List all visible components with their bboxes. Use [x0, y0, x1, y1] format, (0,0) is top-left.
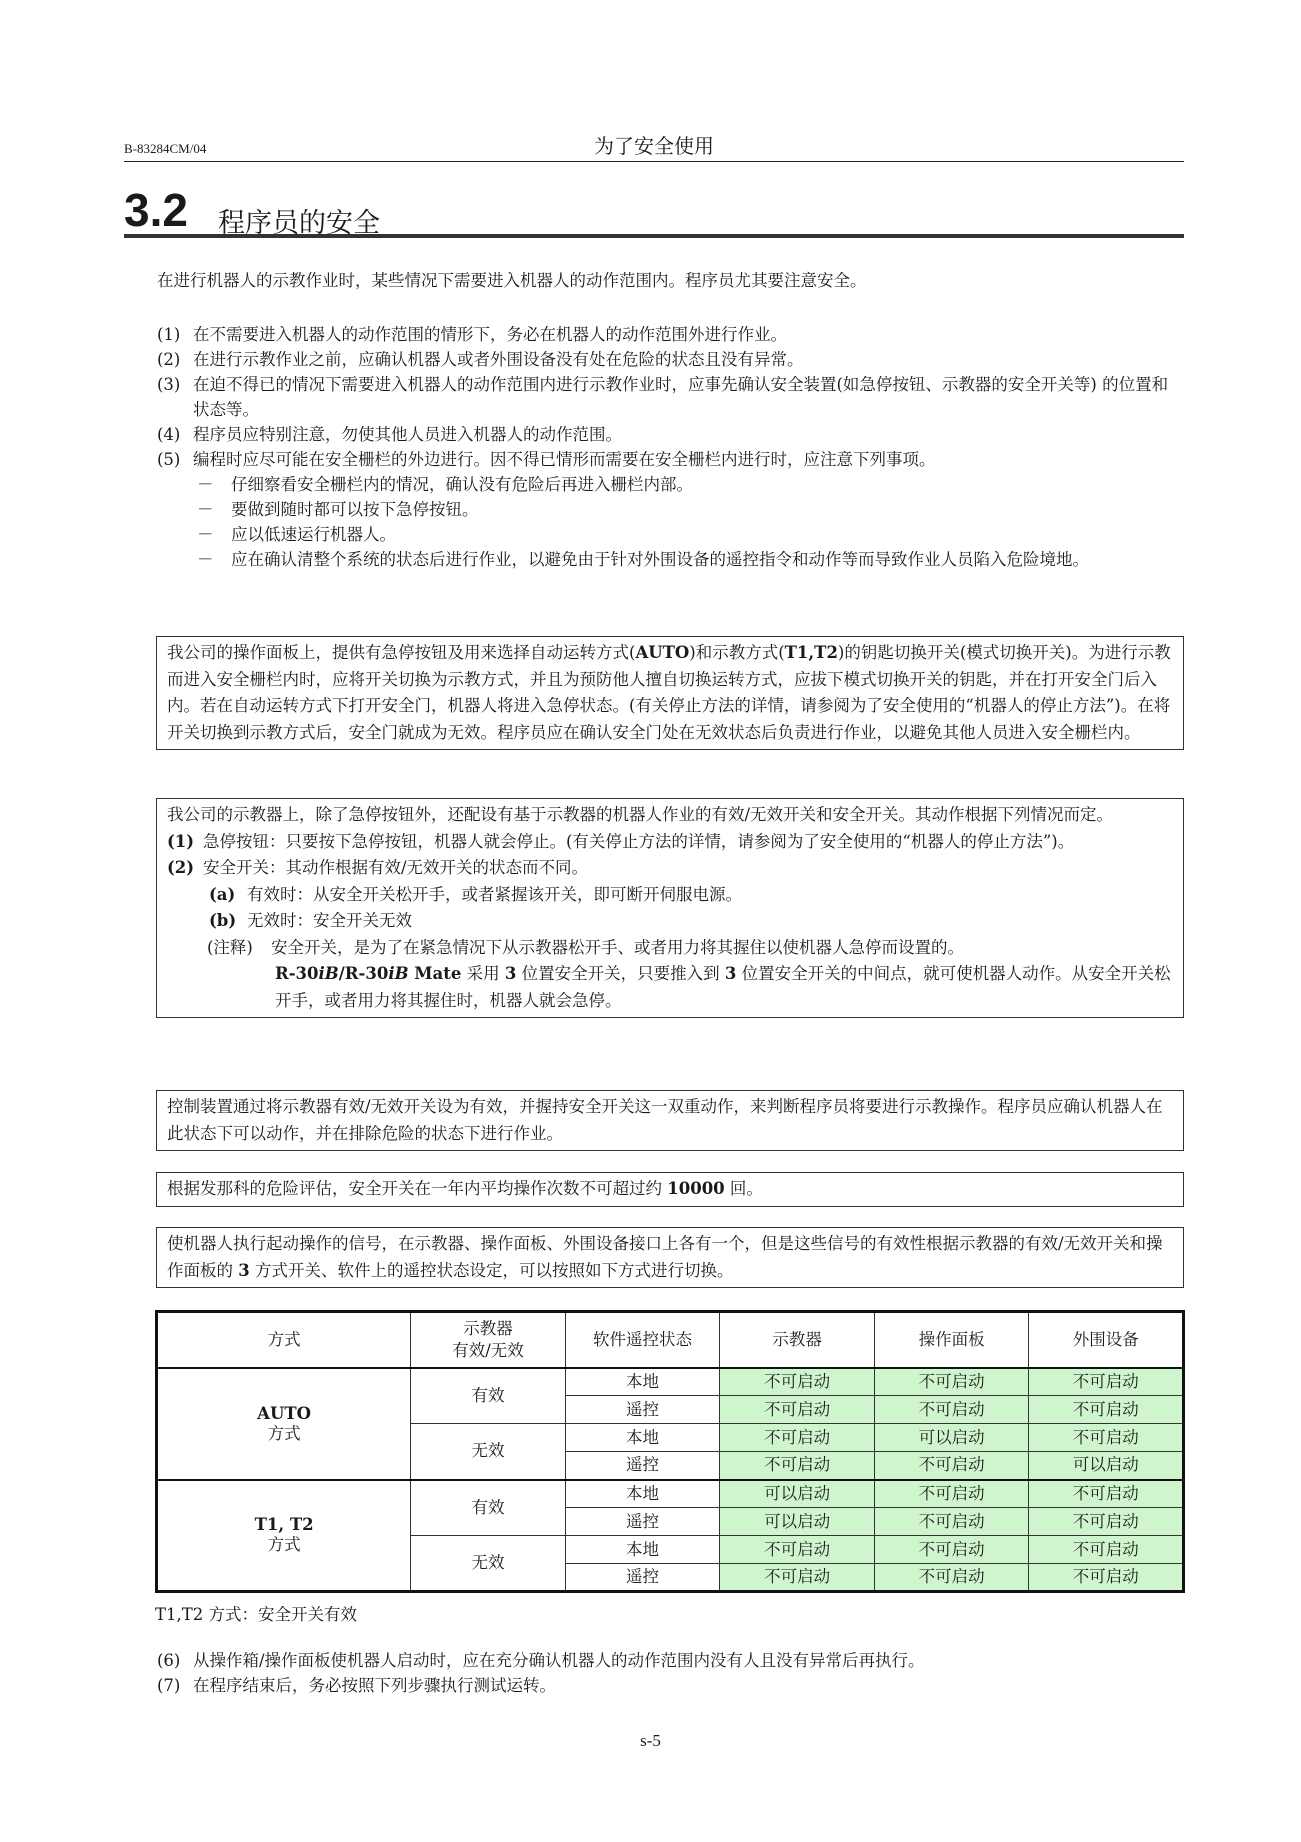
- dash-bullet: －: [197, 475, 214, 494]
- list-item-text: 在不需要进入机器人的动作范围的情形下，务必在机器人的动作范围外进行作业。: [193, 325, 787, 344]
- box-item-text: 急停按钮：只要按下急停按钮，机器人就会停止。(有关停止方法的详情，请参阅为了安全使用的“机器人的停止方法”)。: [203, 831, 1075, 851]
- model-part: Mate: [408, 964, 462, 983]
- table-cell: 不可启动: [720, 1536, 875, 1564]
- dash-bullet: －: [197, 500, 214, 519]
- table-cell: 不可启动: [720, 1564, 875, 1592]
- operator-panel-note-box: [156, 636, 1184, 750]
- list-item-number: (7): [157, 1676, 181, 1695]
- mode-name: AUTO: [257, 1403, 312, 1423]
- box-sub-item-text: 有效时：从安全开关松开手，或者紧握该开关，即可断开伺服电源。: [247, 884, 742, 904]
- remote-state-cell: 遥控: [565, 1564, 720, 1592]
- remote-state-cell: 本地: [565, 1368, 720, 1396]
- mode-name: T1, T2: [254, 1515, 314, 1535]
- remote-state-cell: 本地: [565, 1536, 720, 1564]
- list-item-text: 编程时应尽可能在安全栅栏的外边进行。因不得已情形而需要在安全栅栏内进行时，应注意下列事项。: [193, 450, 936, 469]
- mode-cell-t1-t2: [157, 1480, 411, 1592]
- list-item: [157, 1673, 1184, 1698]
- tp-state-cell: 有效: [411, 1480, 566, 1536]
- section-title: 程序员的安全: [218, 208, 380, 239]
- start-signal-note-box: [156, 1227, 1184, 1288]
- mode-switch-count: 3: [238, 1260, 250, 1280]
- start-permission-table: [155, 1310, 1185, 1593]
- table-cell: 不可启动: [1029, 1424, 1184, 1452]
- box-sub-item-text: 无效时：安全开关无效: [247, 911, 412, 930]
- col-header-remote-state: 软件遥控状态: [565, 1312, 720, 1368]
- operation-count: 10000: [667, 1179, 725, 1198]
- tp-state-cell: 无效: [411, 1536, 566, 1592]
- list-item-number: (1): [157, 325, 181, 344]
- sub-list-text: 应在确认清整个系统的状态后进行作业，以避免由于针对外围设备的遥控指令和动作等而导致作业人员陷入危险境地。: [231, 550, 1089, 569]
- header-title: 为了安全使用: [594, 134, 714, 158]
- table-cell: 不可启动: [1029, 1536, 1184, 1564]
- box-sub-item-number: (a): [209, 884, 236, 904]
- controller-model: [275, 964, 461, 983]
- note-text: 采用: [461, 964, 505, 983]
- box-text: 使机器人执行起动操作的信号，在示教器、操作面板、外围设备接口上各有一个，但是这些信号的有效性根据示教器的有效/无效开关和操作面板的: [167, 1234, 1163, 1280]
- page-header: [124, 134, 1184, 162]
- list-item-number: (3): [157, 375, 181, 394]
- box-note-continued: [167, 961, 1175, 1014]
- table-cell: 不可启动: [874, 1564, 1029, 1592]
- list-item-text: 在进行示教作业之前，应确认机器人或者外围设备没有处在危险的状态且没有异常。: [193, 350, 804, 369]
- table-cell: 可以启动: [720, 1508, 875, 1536]
- risk-assessment-note-box: [156, 1172, 1184, 1207]
- sub-list-item: [157, 472, 1184, 497]
- dual-action-note-box: 控制装置通过将示教器有效/无效开关设为有效，并握持安全开关这一双重动作，来判断程序员将要进行示教操作。程序员应确认机器人在此状态下可以动作，并在排除危险的状态下进行作业。: [156, 1090, 1184, 1151]
- page-number: s-5: [640, 1731, 661, 1750]
- table-cell: 不可启动: [720, 1396, 875, 1424]
- note-text: 位置安全开关的中间点，就可使机器人动作。从安全开关松开手，或者用力将其握住时，机器人就会急停。: [275, 964, 1171, 1010]
- box-text: 回。: [724, 1179, 763, 1198]
- table-cell: 不可启动: [720, 1424, 875, 1452]
- remote-state-cell: 遥控: [565, 1508, 720, 1536]
- list-item-number: (5): [157, 450, 181, 469]
- sub-list-text: 要做到随时都可以按下急停按钮。: [231, 500, 479, 519]
- table-footnote: T1,T2 方式：安全开关有效: [155, 1605, 357, 1624]
- safety-list: [157, 322, 1184, 572]
- doc-id: B-83284CM/04: [124, 141, 207, 156]
- table-row: [157, 1480, 1184, 1508]
- dash-bullet: －: [197, 525, 214, 544]
- col-header-peripheral: 外围设备: [1029, 1312, 1184, 1368]
- header-line: 有效/无效: [452, 1340, 524, 1360]
- model-part: iB: [388, 964, 409, 983]
- box-list-item: [167, 855, 1175, 882]
- remote-state-cell: 本地: [565, 1424, 720, 1452]
- list-item-number: (2): [157, 350, 181, 369]
- table-cell: 不可启动: [1029, 1368, 1184, 1396]
- list-item-text: 在程序结束后，务必按照下列步骤执行测试运转。: [193, 1676, 556, 1695]
- tp-state-cell: 无效: [411, 1424, 566, 1480]
- box-text: 方式开关、软件上的遥控状态设定，可以按照如下方式进行切换。: [249, 1260, 734, 1280]
- box-text: )的钥匙切换开关(模式切换开关)。为进行示教而进入安全栅栏内时，应将开关切换为示教方式，并且为预防他人擅自切换运转方式，应拔下模式切换开关的钥匙，并在打开安全门后入内。若在自动运转方式下打开安全门，机器人将进入急停状态。(有关停止方法的详情，请参阅为了安全使用的“机器人的停止方法”)。在将开关切换到示教方式后，安全门就成为无效。程序员应在确认安全门处在无效状态后负责进行作业，以避免其他人员进入安全栅栏内。: [167, 643, 1171, 742]
- box-item-number: (2): [167, 858, 195, 877]
- teach-pendant-note-box: [156, 798, 1184, 1018]
- box-sub-item: [167, 908, 1175, 935]
- intro-paragraph: 在进行机器人的示教作业时，某些情况下需要进入机器人的动作范围内。程序员尤其要注意安全。: [157, 271, 867, 290]
- box-item-number: (1): [167, 831, 195, 851]
- table-cell: 不可启动: [1029, 1564, 1184, 1592]
- list-item: [157, 322, 1184, 347]
- col-header-teach-pendant: 示教器: [720, 1312, 875, 1368]
- box-text: 根据发那科的危险评估，安全开关在一年内平均操作次数不可超过约: [167, 1179, 668, 1198]
- list-item: [157, 1648, 1184, 1673]
- list-item: [157, 347, 1184, 372]
- table-cell: 可以启动: [720, 1480, 875, 1508]
- box-sub-item: [167, 882, 1175, 909]
- table-cell: 不可启动: [874, 1508, 1029, 1536]
- sub-list-text: 仔细察看安全栅栏内的情况，确认没有危险后再进入栅栏内部。: [231, 475, 693, 494]
- table-cell: 不可启动: [720, 1452, 875, 1480]
- box-text: 我公司的操作面板上，提供有急停按钮及用来选择自动运转方式(: [167, 643, 636, 662]
- remote-state-cell: 遥控: [565, 1452, 720, 1480]
- auto-mode-label: AUTO: [635, 643, 690, 662]
- tp-state-cell: 有效: [411, 1368, 566, 1424]
- sub-list-text: 应以低速运行机器人。: [231, 525, 396, 544]
- start-permission-table-wrap: [155, 1310, 1185, 1593]
- list-item-number: (4): [157, 425, 181, 444]
- dash-bullet: －: [197, 550, 214, 569]
- remote-state-cell: 本地: [565, 1480, 720, 1508]
- list-item-text: 从操作箱/操作面板使机器人启动时，应在充分确认机器人的动作范围内没有人且没有异常后再执行。: [193, 1651, 925, 1670]
- table-cell: 不可启动: [720, 1368, 875, 1396]
- table-cell: 不可启动: [874, 1480, 1029, 1508]
- header-line: 示教器: [463, 1318, 513, 1338]
- sub-list-item: [157, 497, 1184, 522]
- table-cell: 不可启动: [874, 1452, 1029, 1480]
- sub-list-item: [157, 547, 1184, 572]
- list-item-text: 在迫不得已的情况下需要进入机器人的动作范围内进行示教作业时，应事先确认安全装置(如急停按钮、示教器的安全开关等) 的位置和状态等。: [193, 375, 1169, 419]
- model-part: /R-30: [338, 964, 389, 983]
- note-text: 位置安全开关，只要推入到: [516, 964, 725, 983]
- table-cell: 不可启动: [1029, 1396, 1184, 1424]
- safety-list-continued: [157, 1648, 1184, 1698]
- note-text: 安全开关，是为了在紧急情况下从示教器松开手、或者用力将其握住以使机器人急停而设置的。: [271, 937, 964, 957]
- model-part: iB: [318, 964, 339, 983]
- position-count: 3: [724, 964, 737, 983]
- table-row: [157, 1368, 1184, 1396]
- col-header-mode: 方式: [157, 1312, 411, 1368]
- col-header-tp-enable: [411, 1312, 566, 1368]
- list-item: [157, 422, 1184, 447]
- section-number: 3.2: [124, 184, 188, 236]
- list-item: [157, 372, 1184, 422]
- table-cell: 不可启动: [874, 1368, 1029, 1396]
- table-cell: 不可启动: [1029, 1480, 1184, 1508]
- col-header-operator-panel: 操作面板: [874, 1312, 1029, 1368]
- list-item-text: 程序员应特别注意，勿使其他人员进入机器人的动作范围。: [193, 425, 622, 444]
- remote-state-cell: 遥控: [565, 1396, 720, 1424]
- sub-list-item: [157, 522, 1184, 547]
- table-cell: 可以启动: [1029, 1452, 1184, 1480]
- table-cell: 不可启动: [874, 1396, 1029, 1424]
- box-sub-item-number: (b): [209, 911, 237, 930]
- box-note: [167, 935, 1175, 962]
- section-heading: [124, 184, 1184, 239]
- list-item: [157, 447, 1184, 472]
- mode-cell-auto: [157, 1368, 411, 1480]
- note-label: (注释): [207, 937, 253, 957]
- box-intro: 我公司的示教器上，除了急停按钮外，还配设有基于示教器的机器人作业的有效/无效开关和安全开关。其动作根据下列情况而定。: [167, 805, 1114, 824]
- model-part: R-30: [275, 964, 319, 983]
- mode-suffix: 方式: [267, 1535, 301, 1555]
- list-item-number: (6): [157, 1651, 181, 1670]
- mode-suffix: 方式: [267, 1423, 301, 1443]
- box-text: )和示教方式(: [689, 643, 785, 662]
- table-cell: 不可启动: [874, 1536, 1029, 1564]
- table-cell: 可以启动: [874, 1424, 1029, 1452]
- box-list-item: [167, 829, 1175, 856]
- table-header-row: [157, 1312, 1184, 1368]
- t1-t2-mode-label: T1,T2: [784, 643, 838, 662]
- table-cell: 不可启动: [1029, 1508, 1184, 1536]
- position-count: 3: [504, 964, 517, 983]
- box-item-text: 安全开关：其动作根据有效/无效开关的状态而不同。: [203, 858, 589, 877]
